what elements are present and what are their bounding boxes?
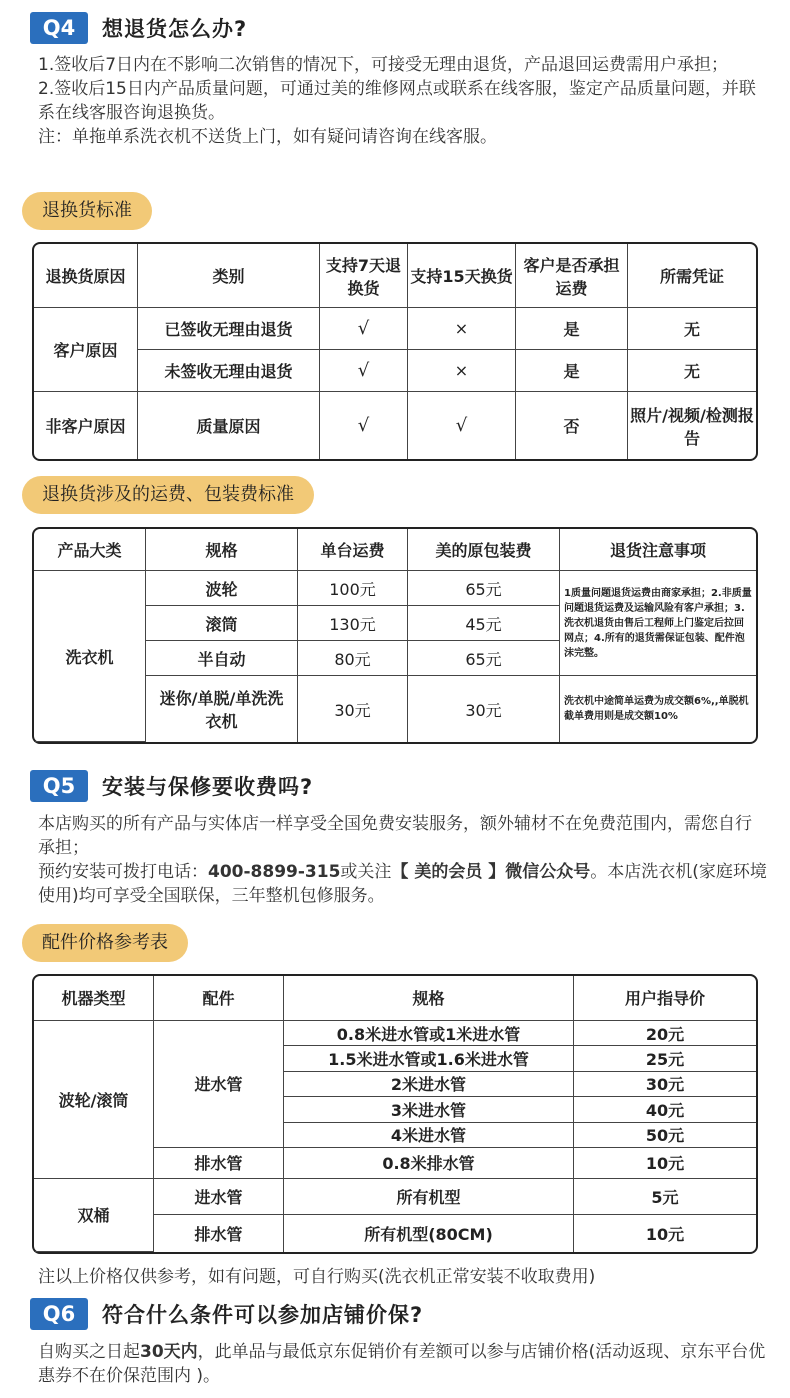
spec-cell: 波轮	[146, 571, 298, 606]
price-cell: 10元	[574, 1148, 756, 1179]
freight-note: 洗衣机中途简单运费为成交额6%,,单脱机截单费用则是成交额10%	[564, 696, 749, 722]
reason-cell: 客户原因	[34, 308, 138, 392]
q5-line-2	[38, 860, 768, 908]
q5-title: 安装与保修要收费吗?	[102, 775, 314, 799]
pack-cell: 65元	[408, 641, 560, 676]
q4-line-2: 2.签收后15日内产品质量问题，可通过美的维修网点或联系在线客服，鉴定产品质量问题，并联系在线客服咨询退换货。	[38, 79, 756, 123]
q5-line-1: 本店购买的所有产品与实体店一样享受全国免费安装服务，额外辅材不在免费范围内，需您自行承担；	[38, 814, 752, 858]
header-cell: 用户指导价	[574, 976, 756, 1021]
spec-cell: 4米进水管	[284, 1123, 574, 1148]
proof-cell: 无	[628, 308, 756, 350]
return-standard-title: 退换货标准	[22, 192, 152, 230]
q6-text	[38, 1340, 768, 1388]
q4-line-1: 1.签收后7日内在不影响二次销售的情况下，可接受无理由退货，产品退回运费需用户承担；	[38, 55, 729, 75]
price-cell: 5元	[574, 1179, 756, 1216]
q6-badge: Q6	[30, 1298, 88, 1330]
table-header-row	[34, 976, 756, 1021]
fee-cell: 是	[516, 308, 628, 350]
table-header-row	[34, 244, 756, 308]
wechat-account: 【 美的会员 】微信公众号	[391, 862, 591, 882]
q6-text-part: 自购买之日起	[38, 1342, 140, 1362]
spec-cell: 滚筒	[146, 606, 298, 641]
header-cell: 支持15天换货	[408, 244, 516, 308]
header-cell: 客户是否承担运费	[516, 244, 628, 308]
parts-table	[32, 974, 758, 1254]
header-cell: 支持7天退换货	[320, 244, 408, 308]
table-row	[34, 350, 756, 392]
service-phone: 400-8899-315	[208, 862, 341, 882]
cross-mark: ×	[408, 350, 516, 392]
category-cell: 洗衣机	[34, 571, 146, 742]
proof-cell: 无	[628, 350, 756, 392]
part-cell: 排水管	[154, 1215, 284, 1252]
q4-badge: Q4	[30, 12, 88, 44]
pack-cell: 45元	[408, 606, 560, 641]
shipping-title: 退换货涉及的运费、包装费标准	[22, 476, 314, 514]
cross-mark: ×	[408, 308, 516, 350]
table-row	[34, 392, 756, 459]
q6-days: 30天内	[140, 1342, 198, 1362]
spec-cell: 0.8米排水管	[284, 1148, 574, 1179]
check-mark: √	[320, 392, 408, 459]
spec-cell: 2米进水管	[284, 1072, 574, 1097]
header-cell: 规格	[284, 976, 574, 1021]
header-cell: 单台运费	[298, 529, 408, 571]
q6-title: 符合什么条件可以参加店铺价保?	[102, 1303, 424, 1327]
q4-line-3: 注：单拖单系洗衣机不送货上门，如有疑问请咨询在线客服。	[38, 127, 497, 147]
table-row	[34, 1179, 756, 1216]
freight-cell: 130元	[298, 606, 408, 641]
q6-text-part: ，此单品与最低京东促销价有差额可以参与店铺价格(活动返现、京东平台优惠券不在价保范围内 )。	[38, 1342, 766, 1386]
q4-body	[38, 53, 768, 149]
pack-cell: 30元	[408, 676, 560, 742]
spec-cell: 1.5米进水管或1.6米进水管	[284, 1046, 574, 1071]
category-cell: 未签收无理由退货	[138, 350, 320, 392]
q5-badge: Q5	[30, 770, 88, 802]
shipping-table	[32, 527, 758, 744]
pack-cell: 65元	[408, 571, 560, 606]
part-cell: 进水管	[154, 1179, 284, 1216]
table-header-row	[34, 529, 756, 571]
fee-cell: 是	[516, 350, 628, 392]
price-cell: 50元	[574, 1123, 756, 1148]
price-cell: 20元	[574, 1021, 756, 1046]
machine-type-cell: 波轮/滚筒	[34, 1021, 154, 1179]
spec-cell: 所有机型(80CM)	[284, 1215, 574, 1252]
reason-cell: 非客户原因	[34, 392, 138, 459]
header-cell: 退换货原因	[34, 244, 138, 308]
table-row	[34, 571, 756, 606]
parts-title: 配件价格参考表	[22, 924, 188, 962]
q4-title: 想退货怎么办?	[102, 17, 248, 41]
machine-type-cell: 双桶	[34, 1179, 154, 1252]
spec-cell: 半自动	[146, 641, 298, 676]
spec-cell: 3米进水管	[284, 1097, 574, 1122]
part-cell: 排水管	[154, 1148, 284, 1179]
q5-text: 或关注	[340, 862, 392, 882]
spec-cell: 0.8米进水管或1米进水管	[284, 1021, 574, 1046]
header-cell: 类别	[138, 244, 320, 308]
part-cell: 进水管	[154, 1021, 284, 1148]
q5-body	[38, 812, 768, 908]
table-row	[34, 1021, 756, 1046]
check-mark: √	[320, 350, 408, 392]
price-cell: 40元	[574, 1097, 756, 1122]
return-notes: 1质量问题退货运费由商家承担；2.非质量问题退货运费及运输风险有客户承担；3.洗衣机退货由售后工程师上门鉴定后拉回网点；4.所有的退货需保证包装、配件泡沫完整。	[560, 571, 756, 676]
check-mark: √	[320, 308, 408, 350]
category-cell: 已签收无理由退货	[138, 308, 320, 350]
category-cell: 质量原因	[138, 392, 320, 459]
parts-footnote: 注以上价格仅供参考，如有问题，可自行购买(洗衣机正常安装不收取费用)	[38, 1267, 596, 1287]
header-cell: 规格	[146, 529, 298, 571]
q6-body	[38, 1340, 768, 1388]
proof-cell: 照片/视频/检测报告	[630, 405, 754, 448]
price-cell: 25元	[574, 1046, 756, 1071]
spec-cell: 所有机型	[284, 1179, 574, 1216]
price-cell: 10元	[645, 1225, 685, 1245]
q6-header	[30, 1298, 423, 1330]
spec-cell: 迷你/单脱/单洗洗衣机	[146, 676, 298, 742]
header-cell: 配件	[154, 976, 284, 1021]
q4-header	[30, 12, 247, 44]
header-cell: 机器类型	[34, 976, 154, 1021]
q5-text: 。本店洗衣机(家庭环境使用)均可享受全国联保，三年整机包修服务。	[38, 862, 767, 906]
q5-text: 预约安装可拨打电话：	[38, 862, 208, 882]
freight-cell: 30元	[298, 676, 408, 742]
freight-cell: 100元	[298, 571, 408, 606]
table-row	[34, 308, 756, 350]
header-cell: 所需凭证	[628, 244, 756, 308]
header-cell: 产品大类	[34, 529, 146, 571]
check-mark: √	[408, 392, 516, 459]
q5-header	[30, 770, 313, 802]
return-standard-table	[32, 242, 758, 461]
fee-cell: 否	[516, 392, 628, 459]
freight-cell: 80元	[298, 641, 408, 676]
header-cell: 美的原包装费	[408, 529, 560, 571]
header-cell: 退货注意事项	[560, 529, 756, 571]
price-cell: 30元	[574, 1072, 756, 1097]
